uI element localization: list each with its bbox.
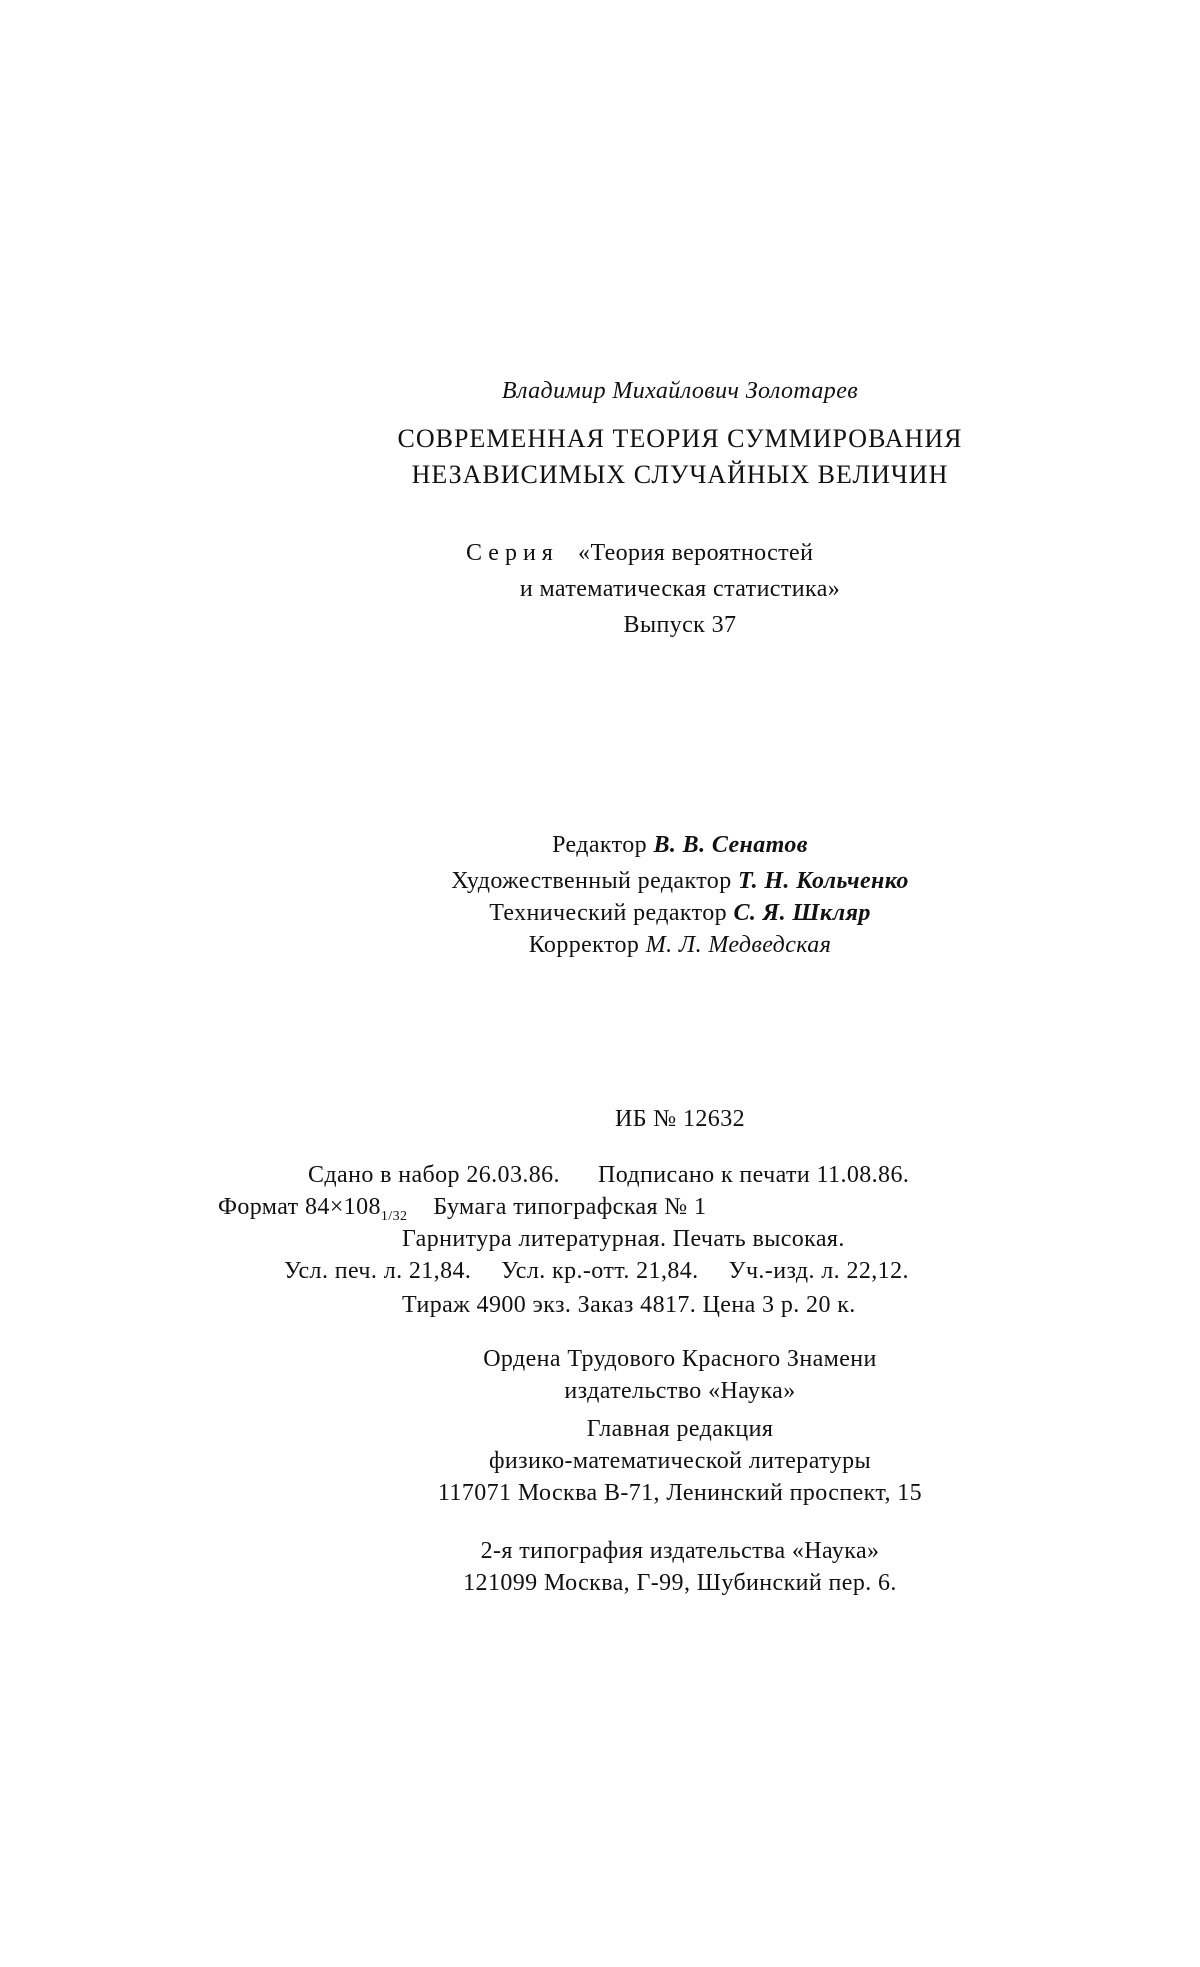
imprint-uch-izd: Уч.-изд. л. 22,12. [728,1258,909,1284]
series-name-part-2: и математическая статистика» [519,576,841,602]
publisher-address: 117071 Москва В-71, Ленинский проспект, 15 [437,1480,923,1506]
credit-person: Т. Н. Кольченко [738,868,909,894]
printer-line-1: 2-я типография издательства «Наука» [480,1538,880,1564]
imprint-signed: Подписано к печати 11.08.86. [597,1162,910,1188]
series-line-1 [466,538,813,568]
imprint-dates [308,1160,909,1190]
credit-art-editor [0,866,1200,896]
publisher-line-2: издательство «Наука» [564,1378,796,1404]
publisher-line-4: физико-математической литературы [488,1448,872,1474]
author-name: Владимир Михайлович Золотарев [501,378,859,404]
credit-person: М. Л. Медведская [645,932,832,958]
printer-address: 121099 Москва, Г-99, Шубинский пер. 6. [463,1570,897,1596]
series-label: Серия [466,540,559,566]
imprint-submitted: Сдано в набор 26.03.86. [308,1162,560,1188]
book-title-line-2: НЕЗАВИСИМЫХ СЛУЧАЙНЫХ ВЕЛИЧИН [411,460,949,489]
credit-role: Художественный редактор [451,868,732,894]
ib-number: ИБ № 12632 [614,1106,745,1132]
imprint-kr-ott: Усл. кр.-отт. 21,84. [501,1258,699,1284]
imprint-run: Тираж 4900 экз. Заказ 4817. Цена 3 р. 20 к. [402,1292,856,1318]
imprint-pech-l: Усл. печ. л. 21,84. [284,1258,472,1284]
imprint-format-fraction: 1/32 [380,1208,408,1224]
publisher-line-3: Главная редакция [586,1416,774,1442]
imprint-paper: Бумага типографская № 1 [433,1194,707,1220]
series-issue: Выпуск 37 [623,612,737,638]
credit-tech-editor [0,898,1200,928]
imprint-format-label: Формат 84×108 [218,1194,381,1220]
credit-person: В. В. Сенатов [653,832,808,858]
book-title-line-1: СОВРЕМЕННАЯ ТЕОРИЯ СУММИРОВАНИЯ [397,424,963,453]
imprint-sheets [284,1256,909,1286]
credit-person: С. Я. Шкляр [733,900,871,926]
credit-proofreader [0,930,1200,960]
series-name-part-1: «Теория вероятностей [578,540,814,566]
credit-role: Корректор [528,932,640,958]
imprint-typeface: Гарнитура литературная. Печать высокая. [402,1226,845,1252]
credit-role: Технический редактор [489,900,728,926]
publisher-line-1: Ордена Трудового Красного Знамени [483,1346,877,1372]
credit-role: Редактор [552,832,648,858]
credit-editor [0,830,1200,860]
